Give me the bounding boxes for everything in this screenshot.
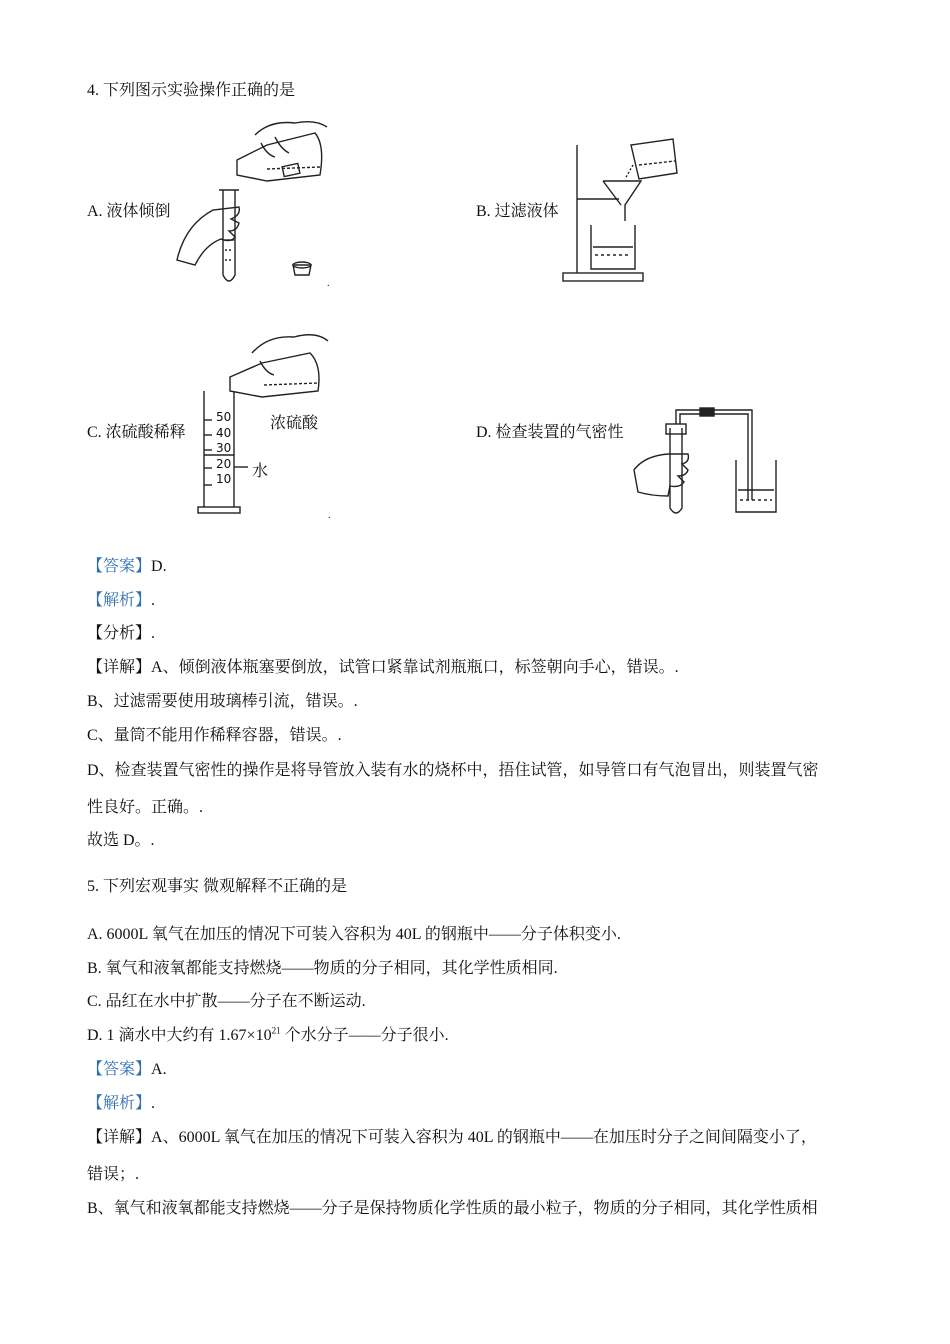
q4-option-c: C. 浓硫酸稀释 bbox=[87, 424, 186, 441]
q4-option-b: B. 过滤液体 bbox=[476, 203, 559, 220]
tick-label: 30 bbox=[216, 441, 232, 455]
water-label: 水 bbox=[252, 461, 269, 480]
q5-option-b: B. 氧气和液氧都能支持燃烧——物质的分子相同，其化学性质相同. bbox=[87, 960, 558, 977]
q5-detail-a-line1: 【详解】A、6000L 氧气在加压的情况下可装入容积为 40L 的钢瓶中——在加压时分子之间间隔变小了， bbox=[87, 1129, 817, 1146]
q4-detail-b: B、过滤需要使用玻璃棒引流，错误。. bbox=[87, 693, 358, 710]
q5-option-a: A. 6000L 氧气在加压的情况下可装入容积为 40L 的钢瓶中——分子体积变小. bbox=[87, 926, 621, 943]
q4-answer: 【答案】D. bbox=[87, 558, 167, 575]
q5-jiexi: 【解析】. bbox=[87, 1095, 156, 1112]
tick-label: 50 bbox=[216, 410, 232, 424]
q5-option-d: D. 1 滴水中大约有 $1.67\times 10^{21}$ 个水分子——分子很小. bbox=[87, 1025, 449, 1044]
q5-detail-a-line2: 错误；. bbox=[87, 1166, 140, 1183]
q4-option-a: A. 液体倾倒 bbox=[87, 203, 171, 220]
q5-answer: 【答案】A. bbox=[87, 1061, 167, 1078]
q5-detail-b: B、氧气和液氧都能支持燃烧——分子是保持物质化学性质的最小粒子，物质的分子相同，其化学性质相 bbox=[87, 1200, 818, 1217]
figure-a-liquid-pouring bbox=[175, 115, 335, 290]
q4-detail-d-line1: D、检查装置气密性的操作是将导管放入装有水的烧杯中，捂住试管，如导管口有气泡冒出，则装置气密 bbox=[87, 762, 819, 779]
q4-option-d: D. 检查装置的气密性 bbox=[476, 424, 624, 441]
q4-detail-a: 【详解】A、倾倒液体瓶塞要倒放，试管口紧靠试剂瓶瓶口，标签朝向手心，错误。. bbox=[87, 659, 679, 676]
tick-label: 40 bbox=[216, 425, 232, 440]
q4-jiexi: 【解析】. bbox=[87, 592, 156, 609]
q4-conclusion: 故选 D。. bbox=[87, 832, 155, 849]
tick-label: 20 bbox=[216, 456, 232, 471]
tick-label: 10 bbox=[216, 472, 232, 486]
q4-stem: 4. 下列图示实验操作正确的是 bbox=[87, 82, 296, 99]
q5-option-c: C. 品红在水中扩散——分子在不断运动. bbox=[87, 993, 366, 1010]
q4-fenxi: 【分析】. bbox=[87, 625, 156, 642]
figure-c-acid-dilution bbox=[190, 325, 340, 520]
figure-b-filtration bbox=[555, 135, 685, 285]
figure-d-airtightness bbox=[632, 400, 782, 518]
q5-stem: 5. 下列宏观事实 微观解释不正确的是 bbox=[87, 878, 348, 895]
acid-label: 浓硫酸 bbox=[270, 413, 319, 432]
q4-detail-c: C、量筒不能用作稀释容器，错误。. bbox=[87, 727, 342, 744]
q4-detail-d-line2: 性良好。正确。. bbox=[87, 799, 204, 816]
